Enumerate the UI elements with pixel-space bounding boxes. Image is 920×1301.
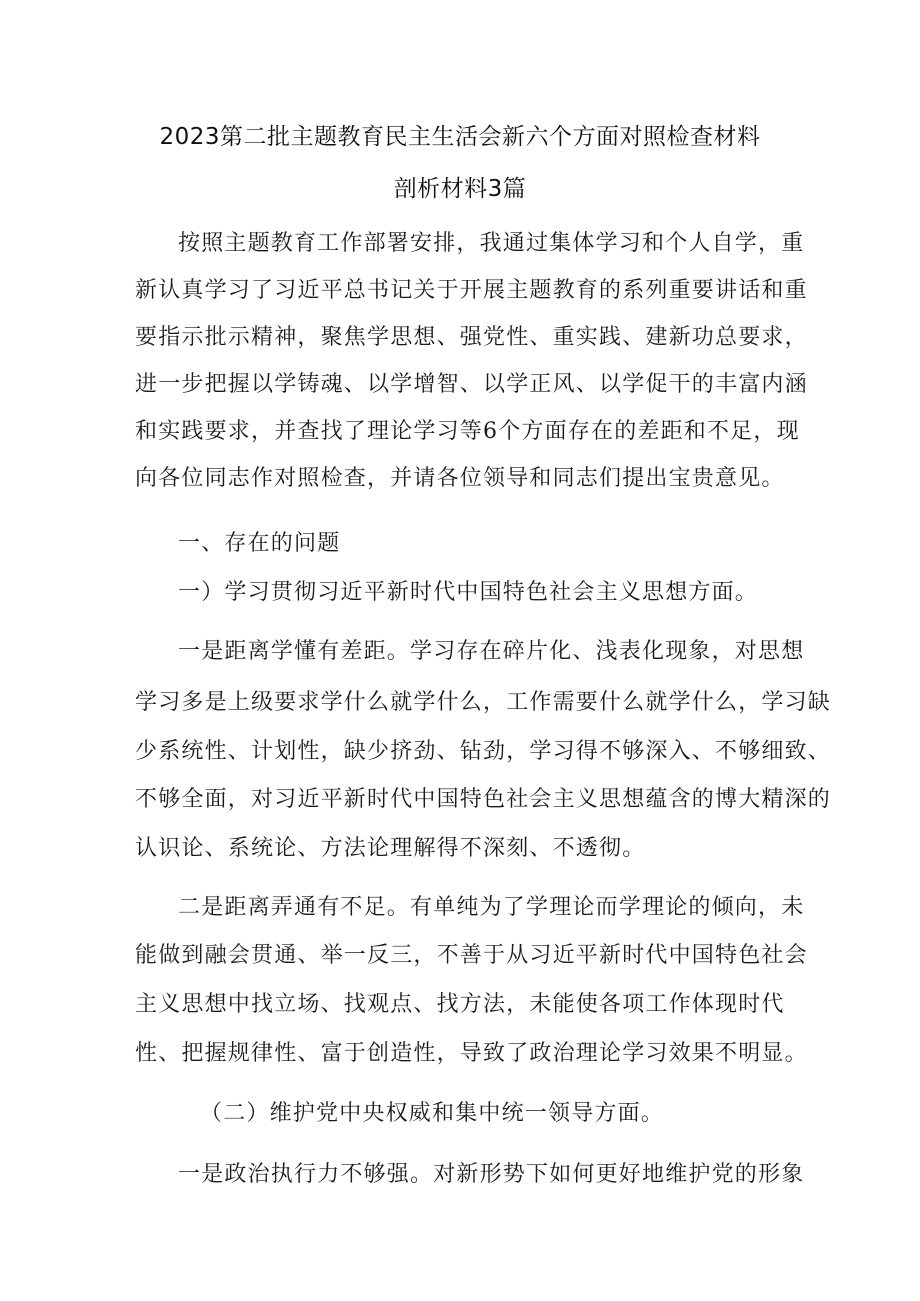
- intro-line-5: 和实践要求，并查找了理论学习等6个方面存在的差距和不足，现: [135, 419, 800, 444]
- para-1-line-3: 少系统性、计划性，缺少挤劲、钻劲，学习得不够深入、不够细致、: [135, 739, 832, 764]
- intro-line-2: 新认真学习了习近平总书记关于开展主题教育的系列重要讲话和重: [135, 278, 808, 303]
- para-1-line-4: 不够全面，对习近平新时代中国特色社会主义思想蕴含的博大精深的: [135, 787, 832, 812]
- subsection-heading-1: 一）学习贯彻习近平新时代中国特色社会主义思想方面。: [178, 580, 759, 605]
- subsection-heading-2: （二）维护党中央权威和集中统一领导方面。: [200, 1101, 665, 1126]
- intro-line-1: 按照主题教育工作部署安排，我通过集体学习和个人自学，重: [178, 231, 805, 256]
- document-title-line-2: 剖析材料3篇: [393, 176, 527, 202]
- para-1-line-5: 认识论、系统论、方法论理解得不深刻、不透彻。: [135, 836, 646, 861]
- para-2-line-2: 能做到融会贯通、举一反三，不善于从习近平新时代中国特色社会: [135, 943, 808, 968]
- section-heading: 一、存在的问题: [178, 531, 341, 556]
- document-title-line-1: 2023第二批主题教育民主生活会新六个方面对照检查材料: [159, 124, 761, 150]
- para-1-line-1: 一是距离学懂有差距。学习存在碎片化、浅表化现象，对思想: [178, 639, 805, 664]
- intro-line-6: 向各位同志作对照检查，并请各位领导和同志们提出宝贵意见。: [135, 466, 785, 491]
- intro-line-3: 要指示批示精神，聚焦学思想、强党性、重实践、建新功总要求，: [135, 325, 808, 350]
- intro-line-4: 进一步把握以学铸魂、以学增智、以学正风、以学促干的丰富内涵: [135, 372, 808, 397]
- para-1-line-2: 学习多是上级要求学什么就学什么，工作需要什么就学什么，学习缺: [135, 690, 832, 715]
- para-2-line-4: 性、把握规律性、富于创造性，导致了政治理论学习效果不明显。: [135, 1041, 808, 1066]
- para-2-line-3: 主义思想中找立场、找观点、找方法，未能使各项工作体现时代: [135, 992, 785, 1017]
- para-2-line-1: 二是距离弄通有不足。有单纯为了学理论而学理论的倾向，未: [178, 895, 805, 920]
- para-3-line-1: 一是政治执行力不够强。对新形势下如何更好地维护党的形象: [178, 1162, 805, 1187]
